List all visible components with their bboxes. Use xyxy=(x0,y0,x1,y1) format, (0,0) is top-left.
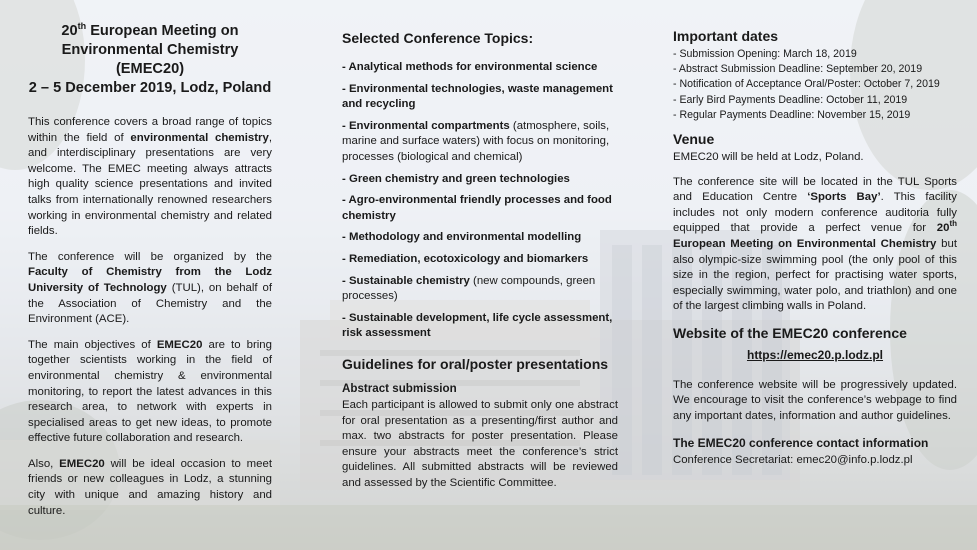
website-text: The conference website will be progressively updated. We encourage to visit the conference’s webpage to find any important dates, information and author guidelines. xyxy=(673,378,957,422)
topics-heading: Selected Conference Topics: xyxy=(342,30,534,46)
guidelines-heading: Guidelines for oral/poster presentations xyxy=(342,355,609,372)
topic-item: - Sustainable development, life cycle assessment, risk assessment xyxy=(342,311,613,340)
abstract-submission-text: Each participant is allowed to submit only one abstract for oral presentation as a presenting/first author and max. two abstracts for poster presentation. Please ensure your abstracts meet the conference’s strict guidelines. All submitted abstracts will be reviewed and assessed by the Scientific Committee. xyxy=(342,398,618,489)
venue-heading: Venue xyxy=(673,131,715,148)
intro-paragraph-4: Also, EMEC20 will be ideal occasion to meet friends or new colleagues in Lodz, a stunning city with unique and amazing history and culture. xyxy=(28,457,272,517)
abstract-submission-heading: Abstract submission xyxy=(342,381,457,395)
contact-text: Conference Secretariat: emec20@info.p.lodz.pl xyxy=(673,454,913,467)
dates-heading: Important dates xyxy=(673,28,779,44)
title-line-2: Environmental Chemistry (EMEC20) xyxy=(61,42,239,77)
intro-paragraph-1: This conference covers a broad range of topics within the field of environmental chemistry, and interdisciplinary presentations are very welcome. The EMEC meeting always attracts high quality science presentations and invited talks from internationally renowned researchers working in environmental chemistry and related fields. xyxy=(28,116,272,238)
intro-paragraph-3: The main objectives of EMEC20 are to bring together scientists working in the field of environmental chemistry & environmental monitoring, to report the latest advances in this research area, to network with experts in specialised areas to get new ideas, to promote effective future collaboration and research. xyxy=(28,338,272,445)
website-link[interactable]: https://emec20.p.lodz.pl xyxy=(746,347,884,362)
topic-item: - Environmental compartments (atmosphere, soils, marine and surface waters) with focus on monitoring, processes (biological and chemical) xyxy=(342,119,610,163)
venue-paragraph: The conference site will be located in the TUL Sports and Education Centre ‘Sports Bay’. This facility includes not only modern conference auditoria fully equipped that provide a perfect venue for 20th European Meeting on Environmental Chemistry but also olympic-size swimming pool (the only pool of this size in the region, perfect for practising water sports, especially swimming, water polo, and triathlon) and one of the largest climbing walls in Poland. xyxy=(673,175,957,313)
title-ordinal: 20 xyxy=(61,23,78,39)
venue-line: EMEC20 will be held at Lodz, Poland. xyxy=(673,151,864,164)
topic-item: - Sustainable chemistry (new compounds, green processes) xyxy=(342,274,596,303)
intro-paragraph-2: The conference will be organized by the Faculty of Chemistry from the Lodz University of Technology (TUL), on behalf of the Association of Chemistry and the Environment (ACE). xyxy=(28,250,272,326)
date-item: - Abstract Submission Deadline: September 20, 2019 xyxy=(673,63,923,76)
title-line-3: 2 – 5 December 2019, Lodz, Poland xyxy=(28,80,272,96)
title-ordinal-suffix: th xyxy=(77,21,87,32)
dates-list xyxy=(673,47,957,123)
date-item: - Notification of Acceptance Oral/Poster: October 7, 2019 xyxy=(673,78,940,91)
column-intro xyxy=(28,22,272,529)
topic-item: - Agro-environmental friendly processes and food chemistry xyxy=(342,194,612,222)
website-heading: Website of the EMEC20 conference xyxy=(673,324,907,341)
column-info xyxy=(673,28,957,479)
conference-title xyxy=(28,22,272,98)
topic-item: - Environmental technologies, waste management and recycling xyxy=(342,82,613,111)
date-item: - Submission Opening: March 18, 2019 xyxy=(673,48,857,60)
topic-item: - Green chemistry and green technologies xyxy=(342,172,570,185)
date-item: - Early Bird Payments Deadline: October 11, 2019 xyxy=(673,93,908,106)
topic-item: - Methodology and environmental modelling xyxy=(342,231,582,244)
date-item: - Regular Payments Deadline: November 15, 2019 xyxy=(673,108,911,121)
title-line-1: European Meeting on xyxy=(86,23,239,39)
topic-item: - Analytical methods for environmental science xyxy=(342,61,598,73)
contact-heading: The EMEC20 conference contact information xyxy=(673,436,929,451)
column-topics xyxy=(342,30,618,501)
topic-item: - Remediation, ecotoxicology and biomarkers xyxy=(342,252,589,265)
